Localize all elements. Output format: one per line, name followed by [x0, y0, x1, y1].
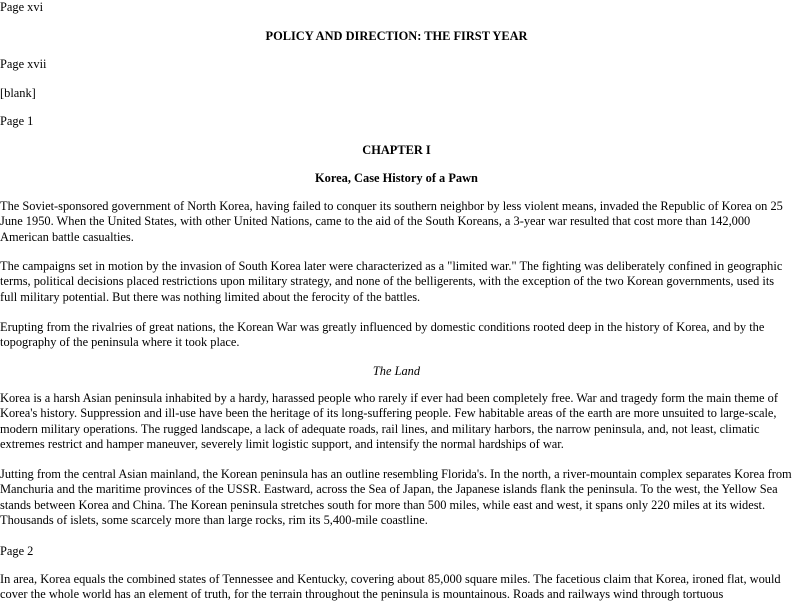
- section-heading: The Land: [372, 364, 421, 378]
- page-marker-1: Page 1: [0, 114, 34, 128]
- paragraph-1: The Soviet-sponsored government of North Korea, having failed to conquer its southern neighbor by less violent means, invaded the Republic of Korea on 25 June 1950. When the United States, with other United Nations, came to the aid of the South Koreans, a 3-year war resulted that cost more than 142,000 American battle casualties.: [0, 199, 783, 244]
- paragraph-4: Korea is a harsh Asian peninsula inhabited by a hardy, harassed people who rarely if ever had been completely free. War and tragedy form the main theme of Korea's history. Suppression and ill-use have been the heritage of its long-suffering people. Few habitable areas of the earth are more unsuited to large-scale, modern military operations. The rugged landscape, a lack of adequate roads, rail lines, and military harbors, the narrow peninsula, and, not least, climatic extremes restrict and hamper maneuver, severely limit logistic support, and intensify the normal hardships of war.: [0, 391, 778, 451]
- blank-note: [blank]: [0, 86, 36, 100]
- paragraph-2: The campaigns set in motion by the invasion of South Korea later were characterized as a "limited war." The fighting was deliberately confined in geographic terms, political decisions placed restrictions upon military strategy, and none of the belligerents, with the exception of the two Korean governments, used its full military potential. But there was nothing limited about the ferocity of the battles.: [0, 259, 783, 304]
- chapter-title: Korea, Case History of a Pawn: [315, 171, 478, 185]
- paragraph-5: Jutting from the central Asian mainland, the Korean peninsula has an outline resembling Florida's. In the north, a river-mountain complex separates Korea from Manchuria and the maritime provinces of the USSR. Eastward, across the Sea of Japan, the Japanese islands flank the peninsula. To the west, the Yellow Sea stands between Korea and China. The Korean peninsula stretches south for more than 500 miles, while east and west, it spans only 220 miles at its widest. Thousands of islets, some scarcely more than large rocks, rim its 5,400-mile coastline.: [0, 467, 792, 527]
- document-title: POLICY AND DIRECTION: THE FIRST YEAR: [265, 29, 528, 43]
- paragraph-6: In area, Korea equals the combined states of Tennessee and Kentucky, covering about 85,000 square miles. The facetious claim that Korea, ironed flat, would cover the whole world has an element of truth, for the terrain throughout the peninsula is mountainous. Roads and railways wind through tortuous: [0, 572, 781, 602]
- page-marker-xvi: Page xvi: [0, 0, 44, 14]
- page-marker-2: Page 2: [0, 544, 34, 558]
- chapter-heading: CHAPTER I: [362, 143, 431, 157]
- paragraph-3: Erupting from the rivalries of great nations, the Korean War was greatly influenced by domestic conditions rooted deep in the history of Korea, and by the topography of the peninsula where it took place.: [0, 320, 765, 350]
- page-marker-xvii: Page xvii: [0, 57, 47, 71]
